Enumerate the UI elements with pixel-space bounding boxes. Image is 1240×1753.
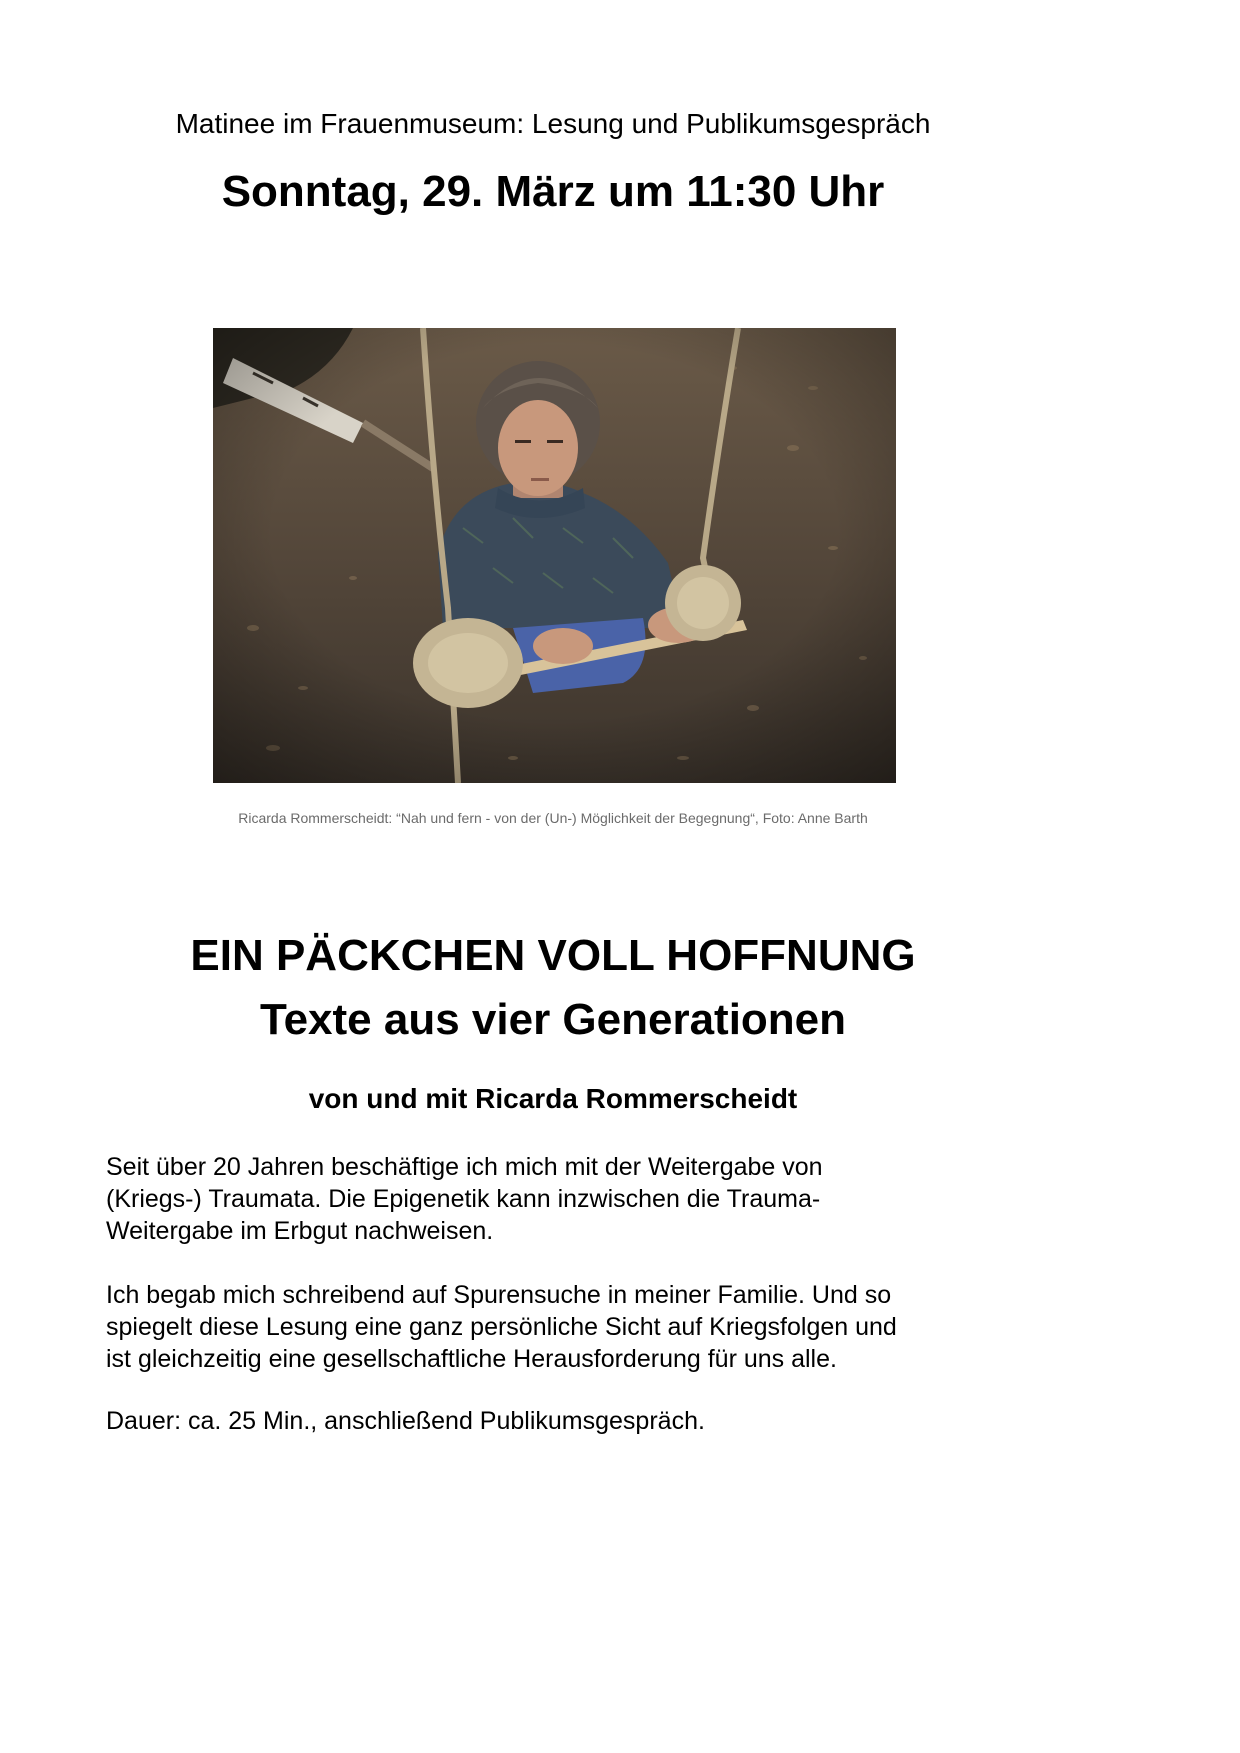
author-byline: von und mit Ricarda Rommerscheidt bbox=[308, 1083, 798, 1114]
paragraph-line: Seit über 20 Jahren beschäftige ich mich mit der Weitergabe von bbox=[106, 1153, 823, 1181]
paragraph-line: Ich begab mich schreibend auf Spurensuche in meiner Familie. Und so bbox=[106, 1281, 892, 1309]
event-subtitle: Matinee im Frauenmuseum: Lesung und Publikumsgespräch bbox=[175, 108, 931, 139]
paragraph-line: ist gleichzeitig eine gesellschaftliche Herausforderung für uns alle. bbox=[106, 1345, 837, 1373]
event-date-heading: Sonntag, 29. März um 11:30 Uhr bbox=[221, 167, 885, 216]
photo-caption: Ricarda Rommerscheidt: “Nah und fern - von der (Un-) Möglichkeit der Begegnung“, Foto: Anne Barth bbox=[238, 810, 868, 826]
reading-title: EIN PÄCKCHEN VOLL HOFFNUNG bbox=[190, 931, 916, 980]
paragraph-intro bbox=[106, 1151, 1006, 1247]
paragraph-line: spiegelt diese Lesung eine ganz persönliche Sicht auf Kriegsfolgen und bbox=[106, 1313, 897, 1341]
paragraph-line: (Kriegs-) Traumata. Die Epigenetik kann inzwischen die Trauma- bbox=[106, 1185, 821, 1213]
paragraph-family-search bbox=[106, 1279, 1006, 1375]
paragraph-duration: Dauer: ca. 25 Min., anschließend Publikumsgespräch. bbox=[106, 1407, 705, 1435]
event-photo bbox=[213, 328, 896, 783]
reading-subtitle: Texte aus vier Generationen bbox=[259, 995, 847, 1044]
paragraph-line: Weitergabe im Erbgut nachweisen. bbox=[106, 1217, 494, 1245]
photo-woman-on-swing bbox=[213, 328, 896, 783]
